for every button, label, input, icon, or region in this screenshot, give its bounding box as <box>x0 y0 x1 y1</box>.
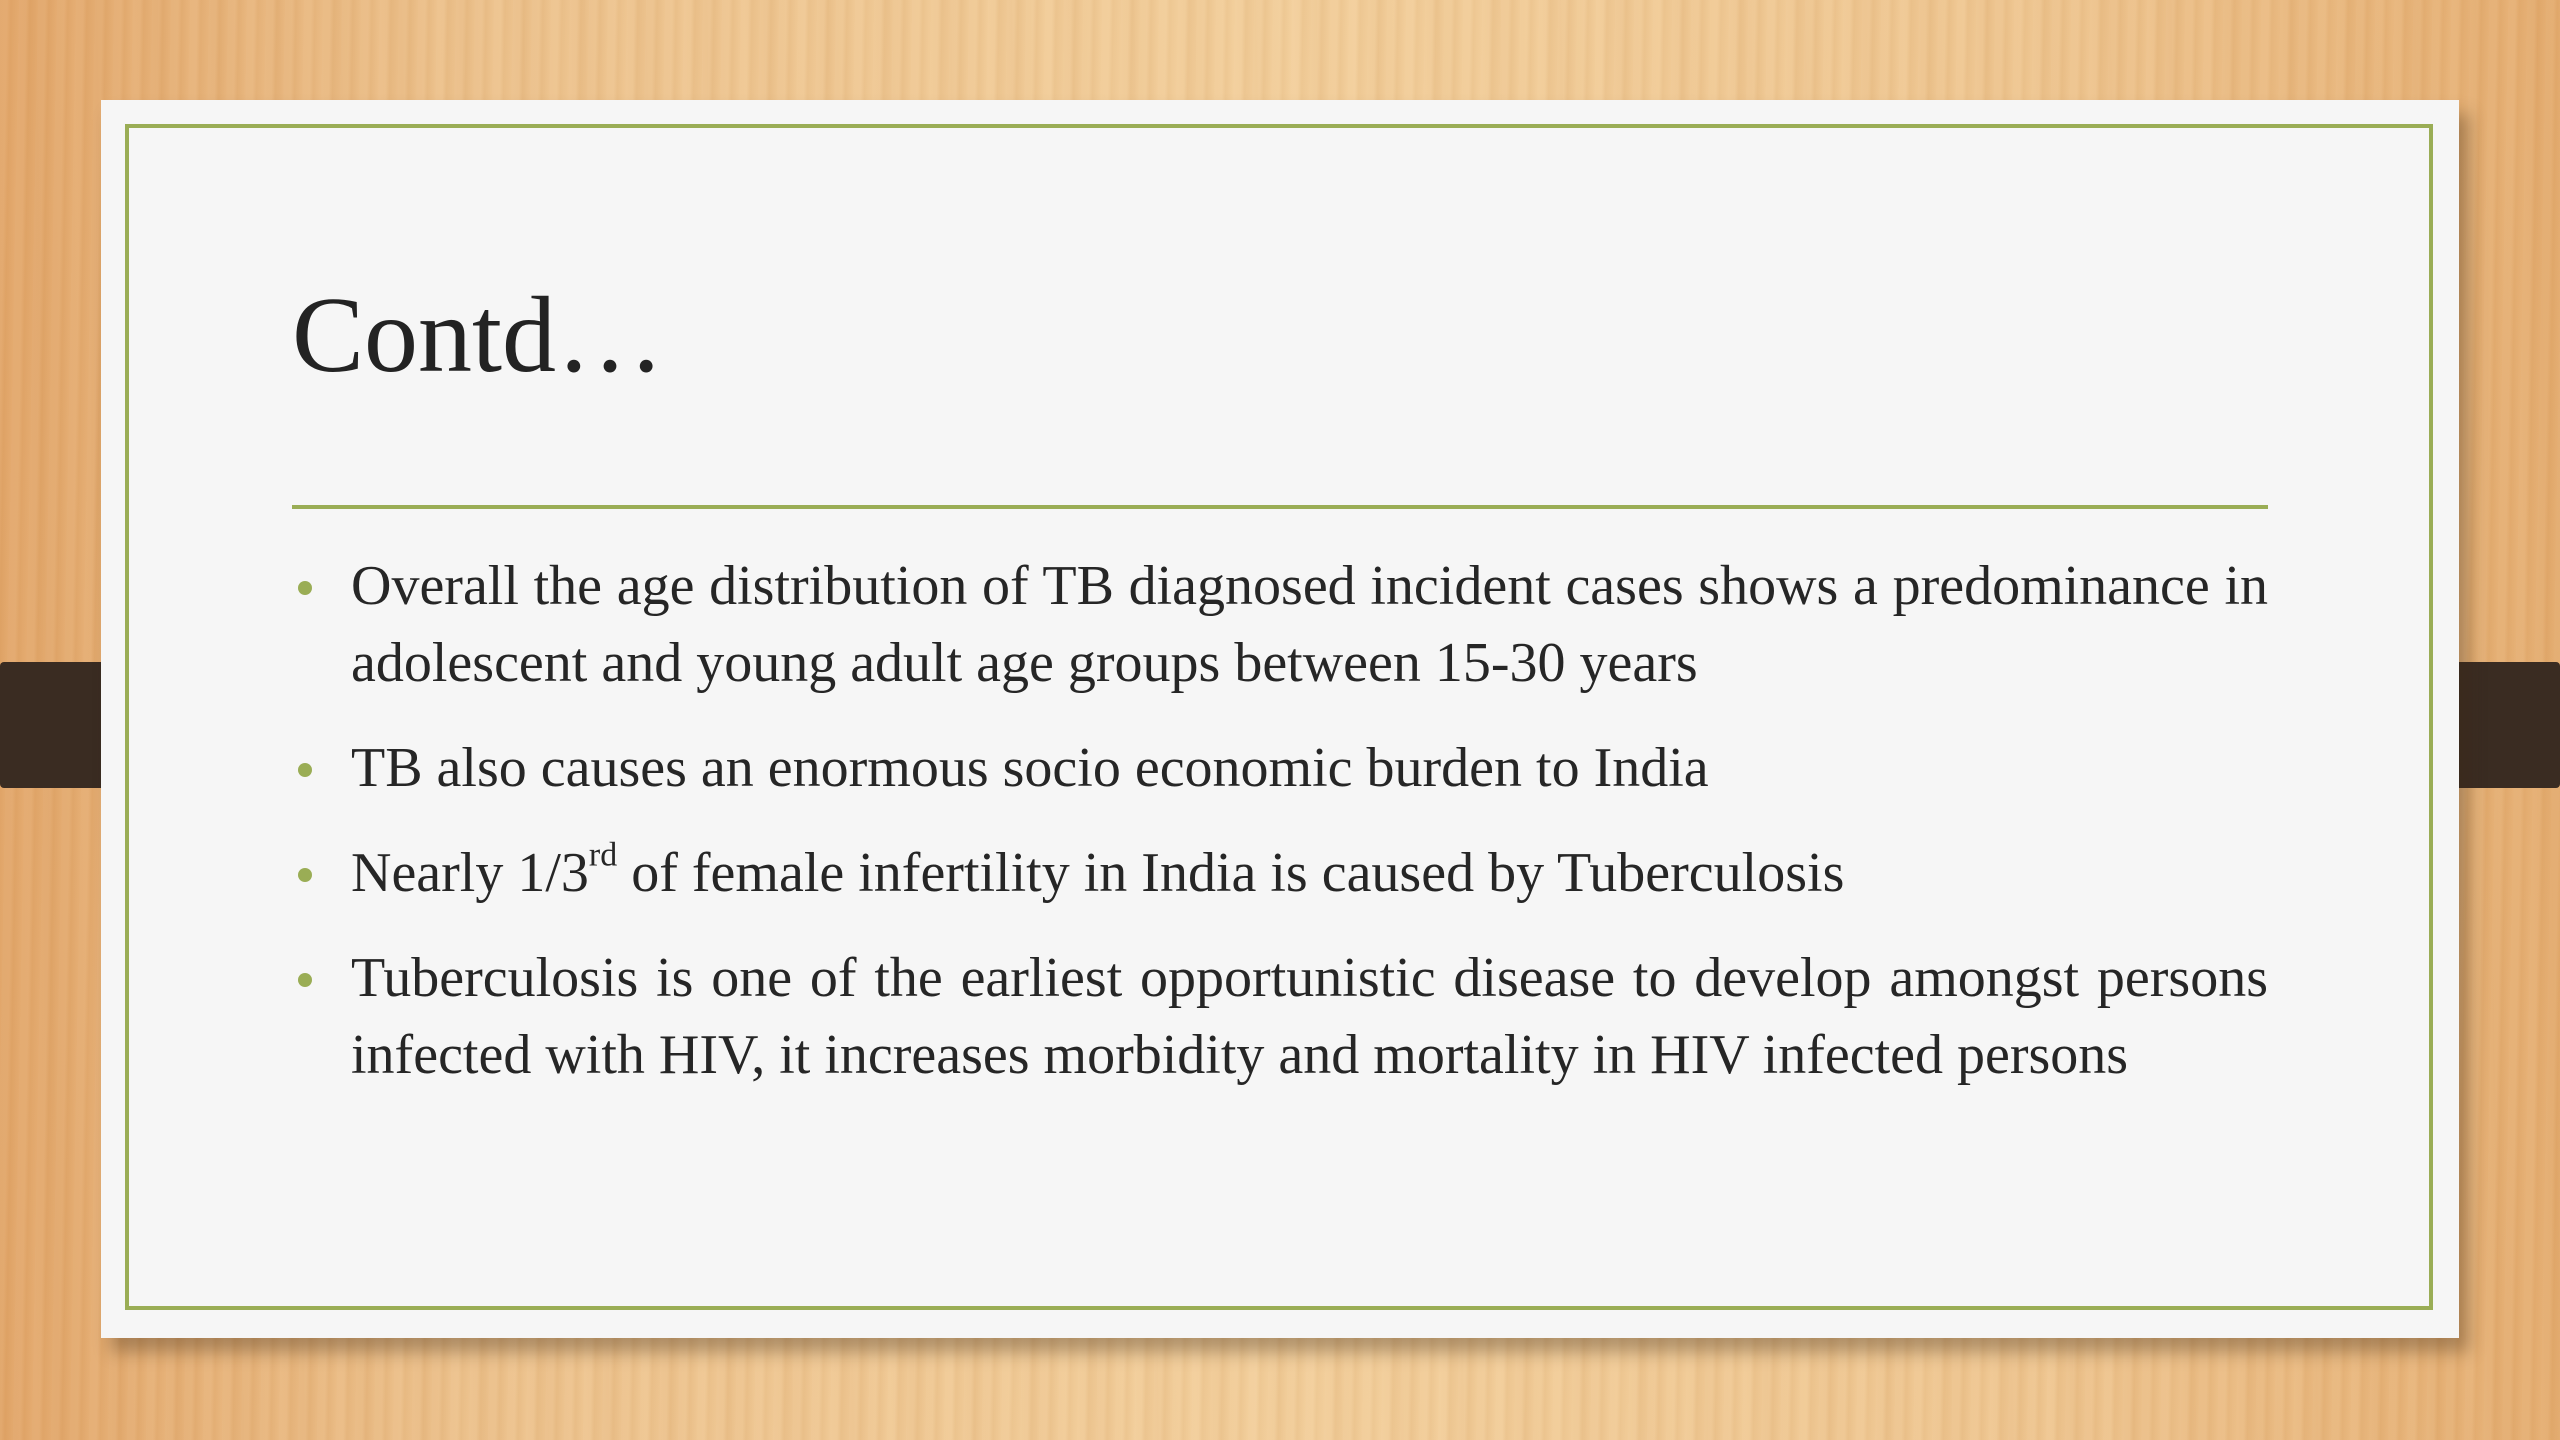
bullet-text: Tuberculosis is one of the earliest opportunistic disease to develop amongst persons infected with HIV, it increases morbidity and mortality in HIV infected persons <box>351 947 2268 1086</box>
bullet-item <box>292 835 2268 912</box>
ordinal-superscript: rd <box>588 836 618 874</box>
slide-title: Contd… <box>292 276 665 395</box>
bullet-dot-icon <box>298 868 312 882</box>
bullet-text-before: Nearly 1/3 <box>351 842 589 904</box>
bullet-item <box>292 940 2268 1094</box>
title-divider <box>292 505 2268 509</box>
bullet-item <box>292 730 2268 807</box>
bullet-dot-icon <box>298 763 312 777</box>
bullet-dot-icon <box>298 973 312 987</box>
bullet-text: Overall the age distribution of TB diagnosed incident cases shows a predominance in adolescent and young adult age groups between 15-30 years <box>351 555 2268 694</box>
bullet-text: TB also causes an enormous socio economic burden to India <box>351 737 1709 799</box>
bullet-item <box>292 548 2268 702</box>
bullet-text <box>351 836 1845 904</box>
bullet-text-after: of female infertility in India is caused by Tuberculosis <box>617 842 1845 904</box>
bullet-dot-icon <box>298 581 312 595</box>
bullet-list <box>292 548 2268 1122</box>
